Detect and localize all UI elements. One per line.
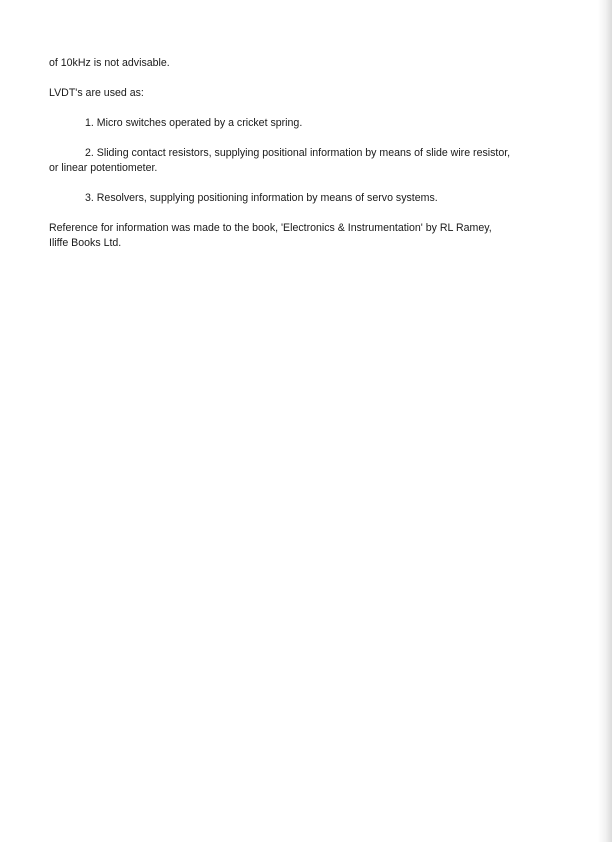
list-item: 1. Micro switches operated by a cricket spring. [85, 117, 303, 129]
paragraph-continuation: of 10kHz is not advisable. [49, 57, 170, 69]
scan-shadow-edge [598, 0, 612, 842]
lvdt-intro: LVDT's are used as: [49, 87, 144, 99]
reference-paragraph: Reference for information was made to the book, 'Electronics & Instrumentation' by RL Ramey, Iliffe Books Ltd. [49, 222, 492, 249]
list-item: 2. Sliding contact resistors, supplying positional information by means of slide wire resistor, or linear potentiometer. [49, 147, 511, 174]
list-item: 3. Resolvers, supplying positioning information by means of servo systems. [85, 192, 438, 204]
